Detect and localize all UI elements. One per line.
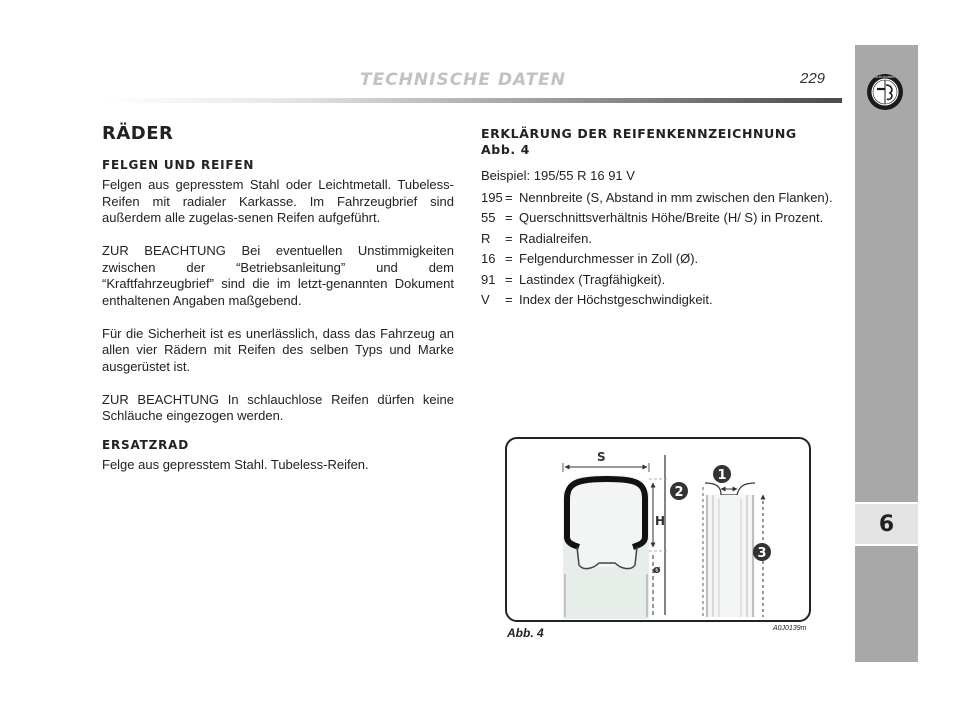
paragraph: ZUR BEACHTUNG Bei eventuellen Unstimmigkeiten zwischen der “Betriebsanleitung” und dem “Kraftfahrzeugbrief” sind die im letzt-genannten Dokument enthaltenen Angaben maßgebend. bbox=[102, 243, 454, 308]
definition-eq: = bbox=[505, 251, 513, 266]
definition-key: V bbox=[481, 292, 490, 307]
page-number: 229 bbox=[800, 70, 826, 87]
definition-row bbox=[481, 229, 841, 250]
definition-eq: = bbox=[505, 292, 513, 307]
left-column bbox=[102, 123, 454, 490]
tyre-code-heading-line1: ERKLÄRUNG DER REIFENKENNZEICHNUNG bbox=[481, 126, 797, 141]
section-title: RÄDER bbox=[102, 123, 174, 144]
tyre-diagram bbox=[507, 439, 809, 620]
definition-text: Lastindex (Tragfähigkeit). bbox=[519, 271, 666, 287]
svg-text:ALFA ROMEO: ALFA ROMEO bbox=[875, 75, 895, 79]
figure-caption: Abb. 4 bbox=[507, 626, 544, 640]
definition-text: Index der Höchstgeschwindigkeit. bbox=[519, 292, 713, 307]
label-h: H bbox=[655, 514, 666, 528]
paragraph: Felgen aus gepresstem Stahl oder Leichtmetall. Tubeless-Reifen mit radialer Karkasse. Im Fahrzeugbrief sind außerdem alle zugelas-senen Reifen aufgeführt. bbox=[102, 177, 454, 225]
definition-eq: = bbox=[505, 189, 513, 205]
paragraph: Für die Sicherheit ist es unerlässlich, dass das Fahrzeug an allen vier Rädern mit Reifen des selben Typs und Marke ausgerüstet ist. bbox=[102, 325, 454, 374]
paragraph: Felge aus gepresstem Stahl. Tubeless-Reifen. bbox=[102, 457, 369, 472]
definition-text: Felgendurchmesser in Zoll (Ø). bbox=[519, 251, 699, 266]
label-diameter: ø bbox=[653, 563, 661, 576]
chapter-number: 6 bbox=[855, 502, 918, 546]
section-heading-felgen: FELGEN UND REIFEN bbox=[102, 157, 255, 172]
label-s: S bbox=[597, 450, 606, 464]
tyre-code-heading-line2: Abb. 4 bbox=[481, 142, 530, 157]
definition-text: Querschnittsverhältnis Höhe/Breite (H/ S) in Prozent. bbox=[519, 210, 824, 225]
definition-eq: = bbox=[505, 271, 513, 287]
section-heading-ersatzrad: ERSATZRAD bbox=[102, 437, 190, 452]
chapter-sidebar bbox=[855, 45, 918, 662]
definition-text: Nennbreite (S, Abstand in mm zwischen den Flanken). bbox=[519, 189, 833, 205]
definition-row bbox=[481, 270, 841, 291]
definition-row bbox=[481, 188, 841, 209]
definition-key: R bbox=[481, 230, 491, 246]
callout-1: 1 bbox=[717, 468, 727, 483]
callout-3: 3 bbox=[757, 546, 767, 561]
definition-key: 55 bbox=[481, 210, 496, 225]
tyre-diagram-figure bbox=[505, 437, 811, 622]
tyre-code-heading bbox=[481, 126, 841, 158]
definition-row bbox=[481, 249, 841, 270]
callout-2: 2 bbox=[674, 485, 684, 500]
definition-eq: = bbox=[505, 230, 513, 246]
definition-key: 91 bbox=[481, 271, 496, 287]
figure-code: A0J0139m bbox=[773, 625, 807, 632]
example-line: Beispiel: 195/55 R 16 91 V bbox=[481, 168, 635, 183]
header-title: TECHNISCHE DATEN bbox=[360, 70, 567, 90]
definition-key: 195 bbox=[481, 189, 503, 205]
definition-list bbox=[481, 188, 841, 311]
definition-text: Radialreifen. bbox=[519, 230, 592, 246]
alfa-romeo-logo-icon bbox=[866, 73, 904, 111]
paragraph: ZUR BEACHTUNG In schlauchlose Reifen dürfen keine Schläuche eingezogen werden. bbox=[102, 391, 454, 423]
definition-eq: = bbox=[505, 210, 513, 225]
definition-row bbox=[481, 208, 841, 229]
header-rule bbox=[102, 98, 842, 103]
right-column bbox=[481, 126, 841, 311]
definition-row bbox=[481, 290, 841, 311]
definition-key: 16 bbox=[481, 251, 496, 266]
